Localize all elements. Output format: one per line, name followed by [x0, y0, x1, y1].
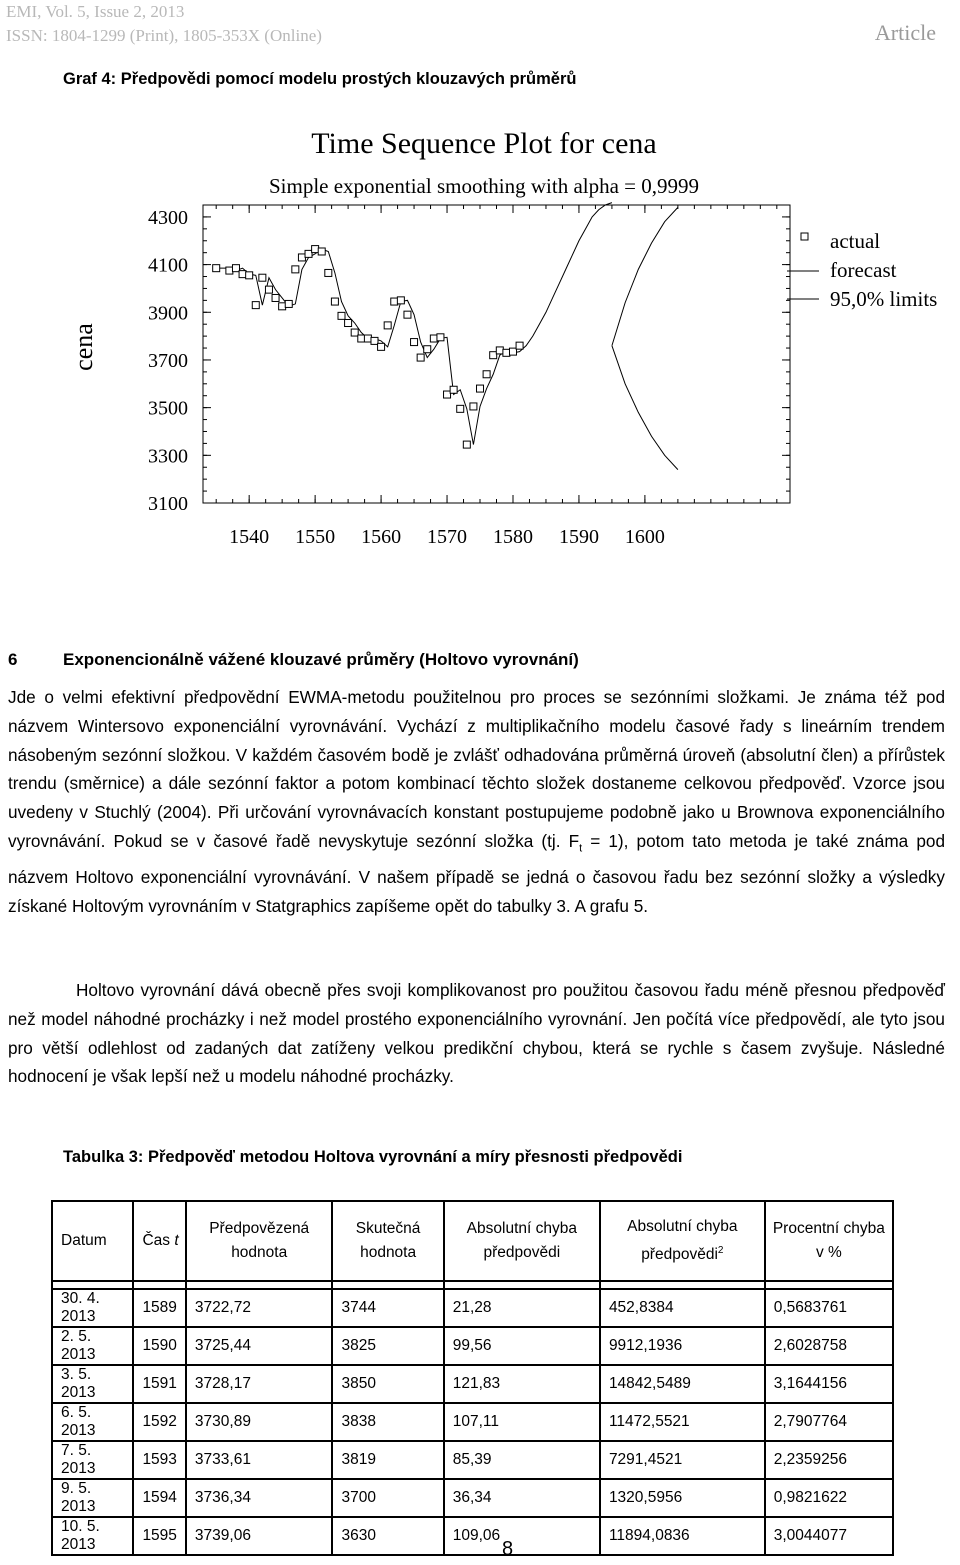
col-actual: Skutečná hodnota — [332, 1201, 443, 1281]
table-row — [52, 1289, 893, 1327]
section-heading — [8, 650, 579, 670]
y-tick-label: 3700 — [148, 349, 188, 372]
x-tick-label: 1550 — [295, 526, 336, 548]
actual-point — [226, 267, 233, 274]
y-tick-label: 3300 — [148, 445, 188, 468]
table-cell: 30. 4. 2013 — [52, 1289, 133, 1327]
table-cell: 2. 5. 2013 — [52, 1327, 133, 1365]
table-cell: 3739,06 — [186, 1517, 333, 1555]
article-type: Article — [874, 20, 936, 45]
col-cas: Čas t — [133, 1201, 185, 1281]
actual-point — [509, 348, 516, 355]
table-cell: 1590 — [133, 1327, 185, 1365]
table-cell: 21,28 — [444, 1289, 600, 1327]
table-header-row — [52, 1201, 893, 1281]
table-cell: 11472,5521 — [600, 1403, 765, 1441]
actual-point — [404, 311, 411, 318]
table-cell: 121,83 — [444, 1365, 600, 1403]
paragraph-1 — [8, 683, 945, 921]
table-cell: 3,0044077 — [765, 1517, 893, 1555]
paragraph-1-end: = 1), potom tato metoda je také známa pod názvem Holtovo exponenciální vyrovnávání. V našem případě se jedná o časovou řadu bez sezónní složky a výsledky získané Holtovým vyrovnáním v Statgraphics zapíšeme opět do tabulky 3. A grafu 5. — [8, 830, 946, 917]
actual-point — [213, 265, 220, 272]
actual-point — [378, 343, 385, 350]
x-tick-label: 1600 — [624, 526, 665, 548]
table-cell: 11894,0836 — [600, 1517, 765, 1555]
table-cell: 3838 — [332, 1403, 443, 1441]
actual-point — [279, 303, 286, 310]
actual-point — [516, 342, 523, 349]
actual-point — [364, 335, 371, 342]
actual-point — [252, 302, 259, 309]
actual-point — [397, 297, 404, 304]
forecast-line — [216, 203, 612, 445]
table-cell: 2,2359256 — [765, 1441, 893, 1479]
section-number: 6 — [8, 650, 18, 669]
table-cell: 6. 5. 2013 — [52, 1403, 133, 1441]
actual-point — [265, 286, 272, 293]
chart-title: Time Sequence Plot for cena — [311, 127, 657, 160]
actual-point — [338, 312, 345, 319]
col-datum: Datum — [52, 1201, 133, 1281]
actual-point — [470, 403, 477, 410]
table-cell: 36,34 — [444, 1479, 600, 1517]
table-cell: 99,56 — [444, 1327, 600, 1365]
x-tick-label: 1570 — [427, 526, 468, 548]
chart-subtitle: Simple exponential smoothing with alpha = 0,9999 — [268, 174, 700, 198]
col-predicted: Předpovězená hodnota — [186, 1201, 333, 1281]
table-cell: 3700 — [332, 1479, 443, 1517]
y-tick-label: 3900 — [148, 302, 188, 325]
table-row — [52, 1441, 893, 1479]
table-cell: 3744 — [332, 1289, 443, 1327]
actual-point — [351, 329, 358, 336]
x-tick-label: 1540 — [229, 526, 270, 548]
table-cell: 1592 — [133, 1403, 185, 1441]
actual-point — [298, 254, 305, 261]
journal-line: EMI, Vol. 5, Issue 2, 2013 — [6, 2, 185, 21]
table-cell: 3850 — [332, 1365, 443, 1403]
table-row — [52, 1479, 893, 1517]
legend-forecast-label: forecast — [830, 258, 897, 282]
actual-point — [483, 371, 490, 378]
table-cell: 107,11 — [444, 1403, 600, 1441]
actual-point — [490, 352, 497, 359]
legend-actual-label: actual — [830, 229, 881, 253]
table-row — [52, 1403, 893, 1441]
col-abs-error: Absolutní chyba předpovědi — [444, 1201, 600, 1281]
actual-point — [450, 386, 457, 393]
table-cell: 109,06 — [444, 1517, 600, 1555]
issn-line: ISSN: 1804-1299 (Print), 1805-353X (Online) — [6, 26, 322, 45]
actual-point — [285, 300, 292, 307]
y-tick-label: 3500 — [148, 397, 188, 420]
legend-limits-label: 95,0% limits — [830, 287, 938, 311]
actual-point — [496, 347, 503, 354]
legend-actual-marker — [801, 233, 808, 240]
actual-point — [259, 274, 266, 281]
table-cell: 9. 5. 2013 — [52, 1479, 133, 1517]
table-cell: 3825 — [332, 1327, 443, 1365]
actual-point — [325, 269, 332, 276]
table-cell: 3819 — [332, 1441, 443, 1479]
table-cell: 3725,44 — [186, 1327, 333, 1365]
actual-point — [318, 248, 325, 255]
actual-point — [331, 298, 338, 305]
actual-point — [463, 441, 470, 448]
actual-point — [384, 322, 391, 329]
actual-point — [424, 346, 431, 353]
actual-point — [437, 334, 444, 341]
table-cell: 7291,4521 — [600, 1441, 765, 1479]
table-cell: 0,5683761 — [765, 1289, 893, 1327]
table-cell: 85,39 — [444, 1441, 600, 1479]
table-row — [52, 1365, 893, 1403]
paragraph-2 — [8, 976, 945, 1091]
table-cell: 1591 — [133, 1365, 185, 1403]
y-tick-label: 4300 — [148, 206, 188, 229]
table-row — [52, 1327, 893, 1365]
actual-point — [391, 298, 398, 305]
actual-point — [312, 246, 319, 253]
table-cell: 1595 — [133, 1517, 185, 1555]
actual-point — [457, 405, 464, 412]
col-pct-error: Procentní chyba v % — [765, 1201, 893, 1281]
y-axis-label: cena — [69, 323, 98, 371]
table-cell: 2,7907764 — [765, 1403, 893, 1441]
table-cell: 3,1644156 — [765, 1365, 893, 1403]
actual-point — [246, 272, 253, 279]
x-tick-label: 1590 — [558, 526, 599, 548]
actual-point — [358, 335, 365, 342]
table-cell: 3730,89 — [186, 1403, 333, 1441]
running-header — [6, 0, 322, 48]
holt-forecast-table — [51, 1200, 894, 1556]
table-cell: 1589 — [133, 1289, 185, 1327]
actual-point — [411, 339, 418, 346]
table-cell: 14842,5489 — [600, 1365, 765, 1403]
section-title: Exponencionálně vážené klouzavé průměry (Holtovo vyrovnání) — [63, 650, 579, 669]
paragraph-1-text: Jde o velmi efektivní předpovědní EWMA-metodu použitelnou pro proces se sezónními složkami. Je známa též pod názvem Wintersovo exponenciální vyrovnávání. Vychází z multiplikačního modelu časové řady s lineárním trendem násobeným sezónní složkou. V každém časovém bodě je zvlášť odhadována průměrná úroveň (absolutní člen) a přírůstek trendu (směrnice) a dále sezónní faktor a potom kombinací těchto složek dostaneme celkovou předpověď. Vzorce jsou uvedeny v Stuchlý (2004). Při určování vyrovnávacích konstant postupujeme podobně jako u Brownova exponenciálního vyrovnávání. Pokud se v časové řadě nevyskytuje sezónní složka (tj. F — [8, 687, 945, 851]
table-cell: 9912,1936 — [600, 1327, 765, 1365]
time-sequence-chart — [60, 115, 960, 555]
lower-limit-line — [612, 346, 678, 470]
x-tick-label: 1560 — [361, 526, 402, 548]
y-tick-label: 4100 — [148, 254, 188, 277]
x-tick-label: 1580 — [492, 526, 533, 548]
table-caption: Tabulka 3: Předpověď metodou Holtova vyrovnání a míry přesnosti předpovědi — [63, 1148, 683, 1166]
actual-point — [232, 265, 239, 272]
actual-point — [272, 294, 279, 301]
page-number: 8 — [502, 1538, 514, 1560]
table-cell: 452,8384 — [600, 1289, 765, 1327]
graph-caption: Graf 4: Předpovědi pomocí modelu prostých klouzavých průměrů — [63, 70, 577, 88]
table-cell: 3630 — [332, 1517, 443, 1555]
upper-limit-line — [612, 207, 678, 345]
table-cell: 3733,61 — [186, 1441, 333, 1479]
table-cell: 2,6028758 — [765, 1327, 893, 1365]
table-cell: 1593 — [133, 1441, 185, 1479]
actual-point — [305, 250, 312, 257]
actual-point — [477, 385, 484, 392]
actual-point — [444, 391, 451, 398]
actual-point — [239, 271, 246, 278]
actual-point — [371, 337, 378, 344]
paragraph-2-text: Holtovo vyrovnání dává obecně přes svoji komplikovanost pro použitou časovou řadu méně přesnou předpověď než model náhodné procházky i než model prostého exponenciálního vyrovnání. Jen počítá více předpovědí, ale tyto jsou pro větší odlehlost od zadaných dat zatíženy velkou predikční chybou, která se rychle s časem zvyšuje. Následné hodnocení je však lepší než u modelu náhodné procházky. — [8, 980, 945, 1087]
table-cell: 3722,72 — [186, 1289, 333, 1327]
actual-point — [292, 266, 299, 273]
table-cell: 3736,34 — [186, 1479, 333, 1517]
y-tick-label: 3100 — [148, 493, 188, 515]
actual-point — [430, 335, 437, 342]
table-row — [52, 1517, 893, 1555]
table-cell: 10. 5. 2013 — [52, 1517, 133, 1555]
actual-point — [503, 349, 510, 356]
table-cell: 1320,5956 — [600, 1479, 765, 1517]
table-cell: 0,9821622 — [765, 1479, 893, 1517]
table-cell: 1594 — [133, 1479, 185, 1517]
col-abs-error-sq: Absolutní chyba předpovědi$^2$ — [600, 1201, 765, 1281]
actual-point — [417, 354, 424, 361]
table-cell: 3728,17 — [186, 1365, 333, 1403]
actual-point — [345, 320, 352, 327]
table-cell: 3. 5. 2013 — [52, 1365, 133, 1403]
subscript-t: t — [579, 842, 583, 855]
table-cell: 7. 5. 2013 — [52, 1441, 133, 1479]
